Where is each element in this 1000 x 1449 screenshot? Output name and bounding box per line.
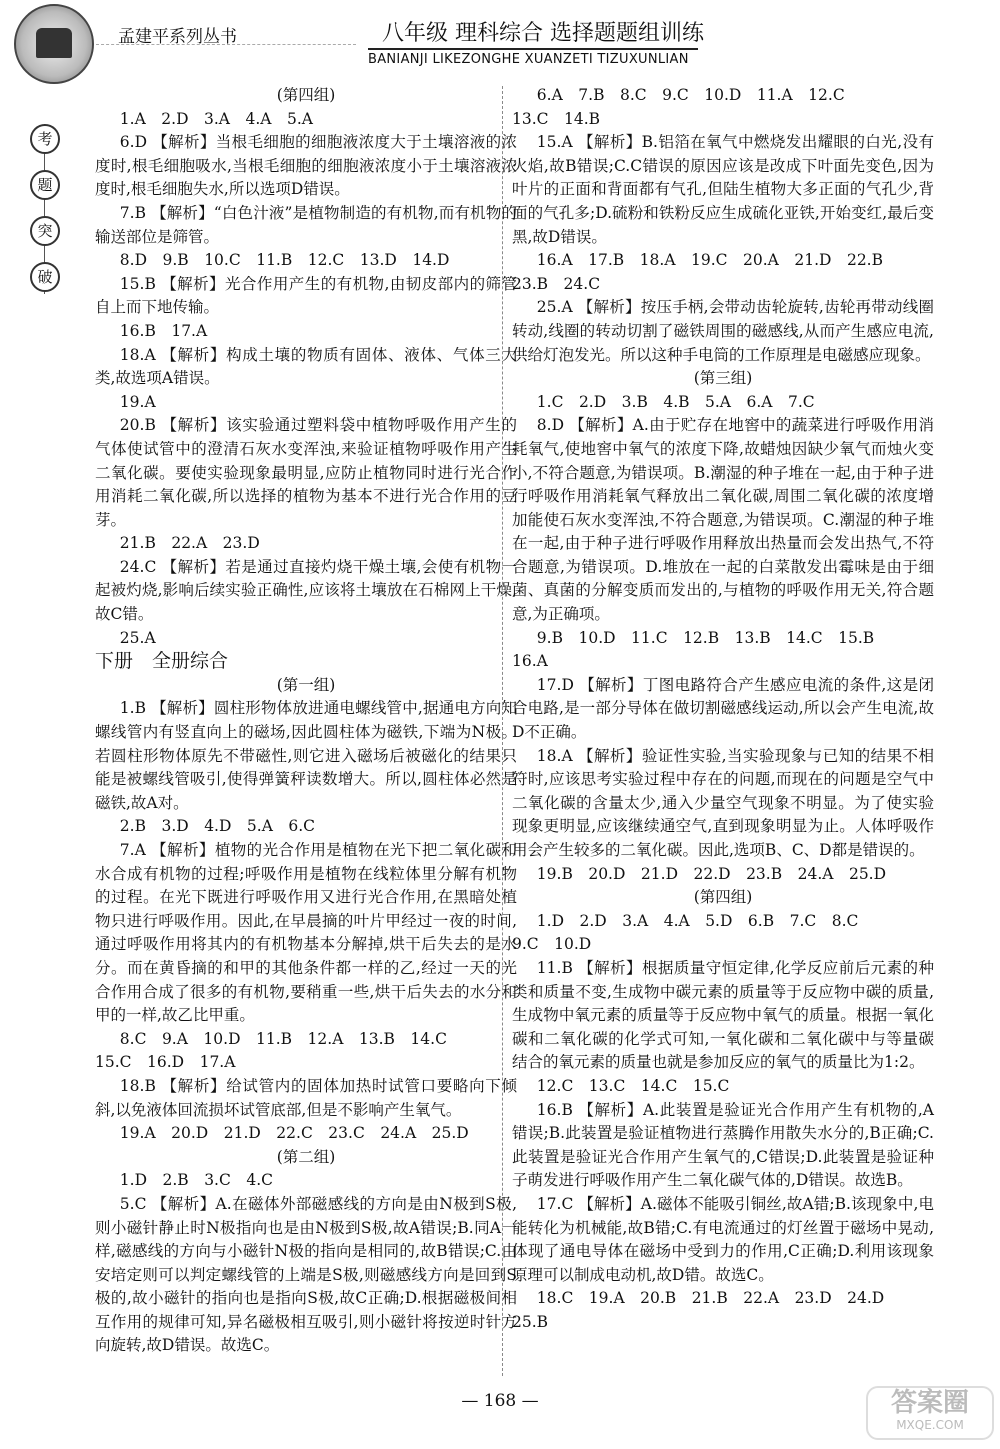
watermark-text: 答案圈 (890, 1388, 969, 1418)
answer-paragraph: 11.B 【解析】根据质量守恒定律,化学反应前后元素的种类和质量不变,生成物中碳元素的质量等于反应物中碳的质量,生成物中氧元素的质量等于反应物中氧气的质量。根据一氧化碳和二氧化碳的化学式可知,一氧化碳和二氧化碳中与等量碳结合的氧元素的质量也就是参加反应的氧气的质量比为1:2。 (512, 958, 934, 1072)
answer-paragraph: 21.B 22.A 23.D (119, 534, 260, 553)
answer-paragraph: 1.C 2.D 3.B 4.B 5.A 6.A 7.C (536, 392, 815, 411)
answer-paragraph: 25.A 【解析】按压手柄,会带动齿轮旋转,齿轮再带动线圈转动,线圈的转动切割了磁铁周围的磁感线,从而产生感应电流,供给灯泡发光。所以这种手电筒的工作原理是电磁感应现象。 (512, 298, 934, 364)
section-heading: (第二组) (276, 1147, 336, 1166)
answer-paragraph: 24.C 【解析】若是通过直接灼烧干燥土壤,会使有机物一起被灼烧,影响后续实验正确性,应该将土壤放在石棉网上干燥,故C错。 (95, 557, 517, 624)
answer-paragraph: 23.B 24.C (512, 274, 601, 293)
answer-paragraph: 15.B 【解析】光合作用产生的有机物,由韧皮部内的筛管自上而下地传输。 (95, 274, 517, 317)
answer-paragraph: 16.A 17.B 18.A 19.C 20.A 21.D 22.B (536, 251, 883, 270)
book-title: 八年级 理科综合 选择题题组训练 (382, 21, 704, 46)
book-subtitle: BANIANJI LIKEZONGHE XUANZETI TIZUXUNLIAN (368, 52, 689, 67)
answer-paragraph: 8.D 【解析】A.由于贮存在地窖中的蔬菜进行呼吸作用消耗氧气,使地窖中氧气的浓度下降,故蜡烛因缺少氧气而烛火变小,不符合题意,为错误项。B.潮湿的种子堆在一起,由于种子进行呼吸作用消耗氧气释放出二氧化碳,周围二氧化碳的浓度增加能使石灰水变浑浊,不符合题意,为错误项。C.潮湿的种子堆在一起,由于种子进行呼吸作用释放出热量而会发出热气,不符合题意,为错误项。D.堆放在一起的白菜散发出霉味是由于细菌、真菌的分解变质而发出的,与植物的呼吸作用无关,符合题意,为正确项。 (512, 416, 934, 624)
side-char: 考 (30, 124, 60, 154)
section-heading: (第四组) (276, 86, 336, 104)
answer-paragraph: 12.C 13.C 14.C 15.C (536, 1076, 730, 1095)
watermark-url: MXQE.COM (896, 1418, 964, 1432)
answer-paragraph: 1.B 【解析】圆柱形物体放进通电螺线管中,据通电方向知螺线管内有竖直向上的磁场,因此圆柱体为磁铁,下端为N极。若圆柱形物体原先不带磁性,则它进入磁场后被磁化的结果只能是被螺线管吸引,使得弹簧秤读数增大。所以,圆柱体必然是磁铁,故A对。 (95, 699, 517, 812)
answer-paragraph: 6.D 【解析】当根毛细胞的细胞液浓度大于土壤溶液的浓度时,根毛细胞吸水,当根毛细胞的细胞液浓度小于土壤溶液浓度时,根毛细胞失水,所以选项D错误。 (95, 133, 517, 199)
answer-paragraph: 17.C 【解析】A.磁体不能吸引铜丝,故A错;B.该现象中,电能转化为机械能,故B错;C.有电流通过的灯丝置于磁场中晃动,体现了通电导体在磁场中受到力的作用,C正确;D.利用该现象原理可以制成电动机,故D错。故选C。 (512, 1194, 934, 1284)
section-heading: (第三组) (693, 369, 753, 388)
answer-paragraph: 9.B 10.D 11.C 12.B 13.B 14.C 15.B (536, 628, 875, 647)
publisher-logo-icon (14, 4, 94, 84)
answer-paragraph: 19.B 20.D 21.D 22.D 23.B 24.A 25.D (536, 864, 887, 883)
answer-paragraph: 1.A 2.D 3.A 4.A 5.A (119, 109, 313, 128)
series-name: 孟建平系列丛书 (118, 27, 237, 47)
page-header (0, 0, 1000, 78)
answer-paragraph: 8.D 9.B 10.C 11.B 12.C 13.D 14.D (119, 251, 450, 270)
section-heading: (第一组) (276, 675, 336, 694)
answer-paragraph: 18.A 【解析】验证性实验,当实验现象与已知的结果不相符时,应该思考实验过程中存在的问题,而现在的问题是空气中二氧化碳的含量太少,通入少量空气现象不明显。为了使实验现象更明显,应该继续通空气,直到现象明显为止。人体呼吸作用会产生较多的二氧化碳。因此,选项B、C、D都是错误的。 (512, 746, 934, 859)
answer-paragraph: 19.A 20.D 21.D 22.C 23.C 24.A 25.D (119, 1124, 469, 1143)
section-heading: (第四组) (693, 888, 753, 907)
page-number: — 168 — (461, 1391, 539, 1411)
answer-paragraph: 20.B 【解析】该实验通过塑料袋中植物呼吸作用产生的气体使试管中的澄清石灰水变浑浊,来验证植物呼吸作用产生二氧化碳。要使实验现象最明显,应防止植物同时进行光合作用消耗二氧化碳,所以选择的植物为基本不进行光合作用的豆芽。 (95, 416, 517, 529)
watermark (866, 1386, 994, 1440)
answer-paragraph: 25.A (119, 628, 156, 647)
answer-paragraph: 17.D 【解析】丁图电路符合产生感应电流的条件,这是闭合电路,是一部分导体在做切割磁感线运动,所以会产生电流,故D不正确。 (512, 675, 934, 742)
answer-paragraph: 7.A 【解析】植物的光合作用是植物在光下把二氧化碳和水合成有机物的过程;呼吸作用是植物在线粒体里分解有机物的过程。在光下既进行呼吸作用又进行光合作用,在黑暗处植物只进行呼吸作用。因此,在早晨摘的叶片甲经过一夜的时间,通过呼吸作用将其内的有机物基本分解掉,烘干后失去的是水分。而在黄昏摘的和甲的其他条件都一样的乙,经过一天的光合作用合成了很多的有机物,要稍重一些,烘干后失去的水分和甲的一样,故乙比甲重。 (95, 841, 517, 1025)
side-char: 题 (30, 170, 60, 200)
left-column (95, 84, 517, 1358)
answer-paragraph: 1.D 2.B 3.C 4.C (119, 1171, 273, 1190)
answer-paragraph: 6.A 7.B 8.C 9.C 10.D 11.A 12.C (536, 86, 845, 104)
answer-paragraph: 15.C 16.D 17.A (95, 1053, 236, 1072)
answer-paragraph: 18.C 19.A 20.B 21.B 22.A 23.D 24.D (536, 1289, 885, 1308)
answer-paragraph: 16.B 【解析】A.此装置是验证光合作用产生有机物的,A错误;B.此装置是验证植物进行蒸腾作用散失水分的,B正确;C.此装置是验证光合作用产生氧气的,C错误;D.此装置是验证种子萌发进行呼吸作用产生二氧化碳气体的,D错误。故选B。 (512, 1100, 934, 1190)
answer-paragraph: 19.A (119, 392, 156, 411)
side-badge (37, 124, 75, 294)
answer-paragraph: 13.C 14.B (512, 109, 601, 128)
answer-paragraph: 18.B 【解析】给试管内的固体加热时试管口要略向下倾斜,以免液体回流损坏试管底部,但是不影响产生氧气。 (95, 1076, 517, 1119)
answer-paragraph: 2.B 3.D 4.D 5.A 6.C (119, 817, 316, 836)
answer-paragraph: 18.A 【解析】构成土壤的物质有固体、液体、气体三大类,故选项A错误。 (95, 345, 517, 388)
side-char: 突 (30, 216, 60, 246)
chapter-heading: 下册 全册综合 (95, 650, 229, 673)
answer-paragraph: 16.A (512, 652, 548, 671)
answer-paragraph: 16.B 17.A (119, 321, 208, 340)
answer-paragraph: 9.C 10.D (512, 935, 592, 954)
answer-paragraph: 8.C 9.A 10.D 11.B 12.A 13.B 14.C (119, 1029, 447, 1048)
right-column (512, 84, 934, 1334)
side-char: 破 (30, 262, 60, 292)
answer-paragraph: 7.B 【解析】“白色汁液”是植物制造的有机物,而有机物的输送部位是筛管。 (95, 203, 517, 246)
answer-paragraph: 25.B (512, 1312, 549, 1331)
answer-paragraph: 15.A 【解析】B.铝箔在氧气中燃烧发出耀眼的白光,没有火焰,故B错误;C.C错误的原因应该是改成下叶面先变色,因为叶片的正面和背面都有气孔,但陆生植物大多正面的气孔少,背面的气孔多;D.硫粉和铁粉反应生成硫化亚铁,开始变红,最后变黑,故D错误。 (512, 133, 934, 246)
answer-paragraph: 1.D 2.D 3.A 4.A 5.D 6.B 7.C 8.C (536, 911, 859, 930)
answer-paragraph: 5.C 【解析】A.在磁体外部磁感线的方向是由N极到S极,则小磁针静止时N极指向也是由N极到S极,故A错误;B.同A一样,磁感线的方向与小磁针N极的指向是相同的,故B错误;C.由安培定则可以判定螺线管的上端是S极,则磁感线方向是回到S极的,故小磁针的指向也是指向S极,故C正确;D.根据磁极间相互作用的规律可知,异名磁极相互吸引,则小磁针将按逆时针方向旋转,故D错误。故选C。 (95, 1194, 517, 1355)
